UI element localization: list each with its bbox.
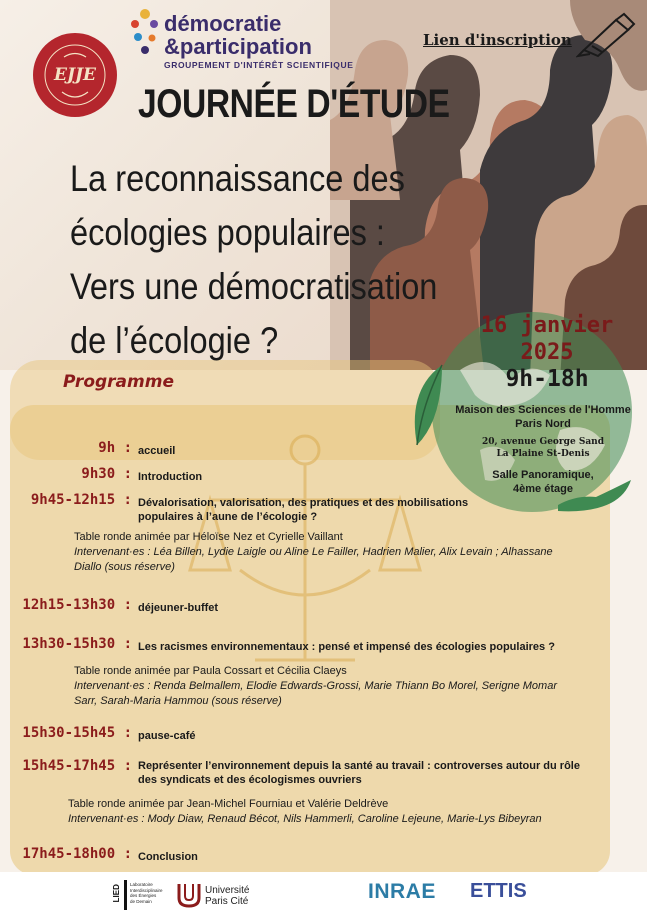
round-table: Table ronde animée par Héloïse Nez et Cyrielle Vaillant Intervenant·es : Léa Billen, Lydie Laigle ou Aline Le Failler, Hadrien Malier, Alix Levain ; Alhassane Diallo (sous réserve) bbox=[74, 531, 553, 573]
program-time: 15h30-15h45 : bbox=[22, 725, 132, 741]
dp-logo-title: démocratie &participation bbox=[164, 11, 312, 59]
lied-letters: LIED bbox=[111, 884, 121, 903]
subtitle-line: La reconnaissance des bbox=[70, 158, 405, 199]
speakers: Intervenant·es : Mody Diaw, Renaud Bécot, Nils Hammerli, Caroline Lejeune, Marie-Lys Bibeyran bbox=[68, 813, 542, 825]
speakers: Diallo (sous réserve) bbox=[74, 561, 175, 573]
venue-room: Salle Panoramique, bbox=[492, 469, 594, 481]
program-time: 12h15-13h30 : bbox=[22, 597, 132, 613]
program-time: 17h45-18h00 : bbox=[22, 846, 132, 862]
dp-logo-tagline: GROUPEMENT D'INTÉRÊT SCIENTIFIQUE bbox=[164, 60, 354, 70]
program-title: Dévalorisation, valorisation, des pratiques et des mobilisations populaires à l’aune de l’écologie ? bbox=[138, 497, 469, 523]
speakers: Intervenant·es : Léa Billen, Lydie Laigle ou Aline Le Failler, Hadrien Malier, Alix Levain ; Alhassane bbox=[74, 546, 553, 558]
program-title: accueil bbox=[138, 445, 176, 457]
inrae-logo: INRAE bbox=[368, 880, 436, 903]
program-time: 15h45-17h45 : bbox=[22, 758, 132, 774]
fountain-pen-icon bbox=[576, 12, 636, 58]
speakers: Intervenant·es : Renda Belmallem, Elodie Edwards-Grossi, Marie Thiann Bo Morel, Serigne Momar bbox=[74, 680, 557, 692]
event-date: 16 janvier 2025 9h-18h bbox=[452, 312, 642, 393]
round-table: Table ronde animée par Paula Cossart et Cécilia Claeys Intervenant·es : Renda Belmallem, Elodie Edwards-Grossi, Marie Thiann Bo Morel, Serigne Momar Sarr, Sarah-Maria Hammou (sous réserve) bbox=[74, 665, 557, 707]
round-table: Table ronde animée par Jean-Michel Fourniau et Valérie Deldrève Intervenant·es : Mody Diaw, Renaud Bécot, Nils Hammerli, Caroline Lejeune, Marie-Lys Bibeyran bbox=[68, 798, 542, 825]
venue-address: 20, avenue George Sand bbox=[481, 437, 604, 447]
program-title: Représenter l’environnement depuis la santé au travail : controverses autour du rôle des syndicats et des écologismes ouvriers bbox=[138, 760, 580, 786]
program-title: déjeuner-buffet bbox=[138, 602, 219, 614]
program-time: 9h : bbox=[98, 440, 132, 456]
ettis-logo: ETTIS bbox=[470, 880, 527, 902]
ejje-logo bbox=[32, 32, 118, 118]
program-title: Les racismes environnementaux : pensé et impensé des écologies populaires ? bbox=[138, 641, 555, 653]
subtitle-line: Vers une démocratisation bbox=[70, 266, 438, 307]
universite-paris-cite-logo: Université Paris Cité bbox=[177, 880, 267, 910]
page-title: JOURNÉE D'ÉTUDE bbox=[138, 82, 450, 126]
subtitle-line: de l’écologie ? bbox=[70, 320, 279, 361]
program-time: 9h45-12h15 : bbox=[30, 492, 132, 508]
program-title: Introduction bbox=[138, 471, 203, 483]
lied-logo: LIED Laboratoire Interdisciplinaire des Énergies de Demain bbox=[112, 880, 172, 910]
event-venue: Maison des Sciences de l'Homme Paris Nord 20, avenue George Sand La Plaine St-Denis Salle Panoramique, 4ème étage bbox=[445, 403, 641, 496]
program-time: 13h30-15h30 : bbox=[22, 636, 132, 652]
program-title: Conclusion bbox=[138, 851, 198, 863]
program-time: 9h30 : bbox=[81, 466, 132, 482]
dp-dots-icon bbox=[128, 8, 162, 58]
upc-emblem-icon bbox=[177, 882, 201, 908]
program-title: pause-café bbox=[138, 730, 196, 742]
subtitle-line: écologies populaires : bbox=[70, 212, 385, 253]
signup-link[interactable]: Lien d'inscription bbox=[423, 31, 572, 49]
democratie-participation-logo bbox=[128, 8, 354, 74]
event-time: 9h-18h bbox=[505, 366, 589, 392]
speakers: Sarr, Sarah-Maria Hammou (sous réserve) bbox=[74, 695, 282, 707]
ejje-letters: EJJE bbox=[53, 65, 96, 85]
program-heading: Programme bbox=[63, 372, 174, 392]
